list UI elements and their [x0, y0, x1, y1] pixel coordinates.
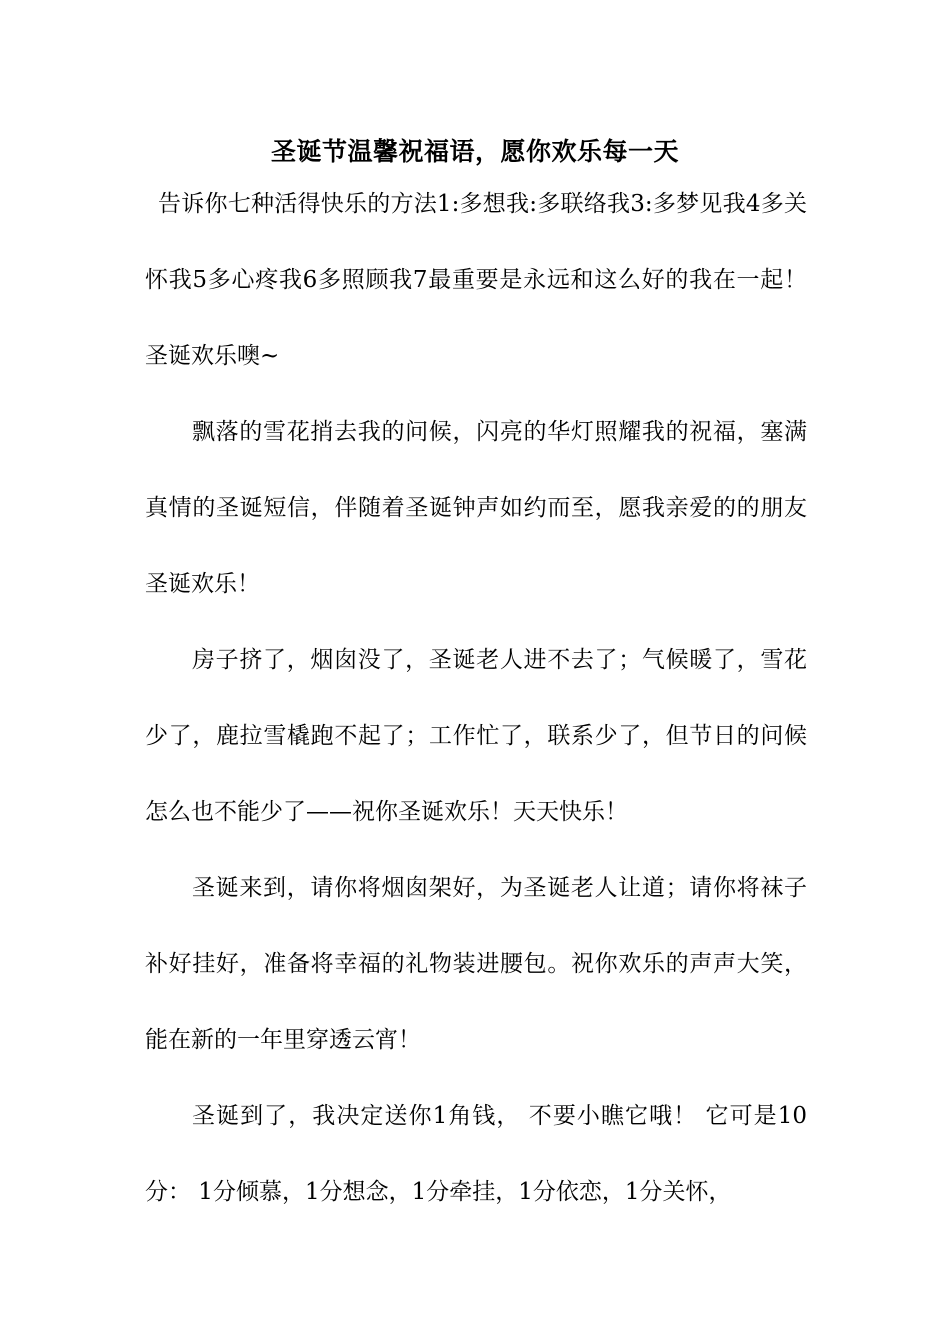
paragraph-5: 圣诞到了，我决定送你1角钱， 不要小瞧它哦！ 它可是10分： 1分倾慕，1分想念，1分牵挂，1分依恋，1分关怀， — [145, 1103, 807, 1205]
paragraph-3: 房子挤了，烟囱没了，圣诞老人进不去了；气候暖了，雪花少了，鹿拉雪橇跑不起了；工作忙了，联系少了，但节日的问候怎么也不能少了——祝你圣诞欢乐！天天快乐！ — [145, 647, 807, 825]
document-title: 圣诞节温馨祝福语，愿你欢乐每一天 — [270, 137, 679, 166]
paragraph-4: 圣诞来到，请你将烟囱架好，为圣诞老人让道；请你将袜子补好挂好，准备将幸福的礼物装进腰包。祝你欢乐的声声大笑，能在新的一年里穿透云宵！ — [145, 875, 807, 1053]
document-body — [145, 184, 807, 1230]
paragraph-1: 告诉你七种活得快乐的方法1:多想我:多联络我3:多梦见我4多关怀我5多心疼我6多照顾我7最重要是永远和这么好的我在一起！圣诞欢乐噢~ — [145, 191, 807, 369]
paragraph-2: 飘落的雪花捎去我的问候，闪亮的华灯照耀我的祝福，塞满真情的圣诞短信，伴随着圣诞钟声如约而至，愿我亲爱的的朋友圣诞欢乐！ — [145, 419, 807, 597]
